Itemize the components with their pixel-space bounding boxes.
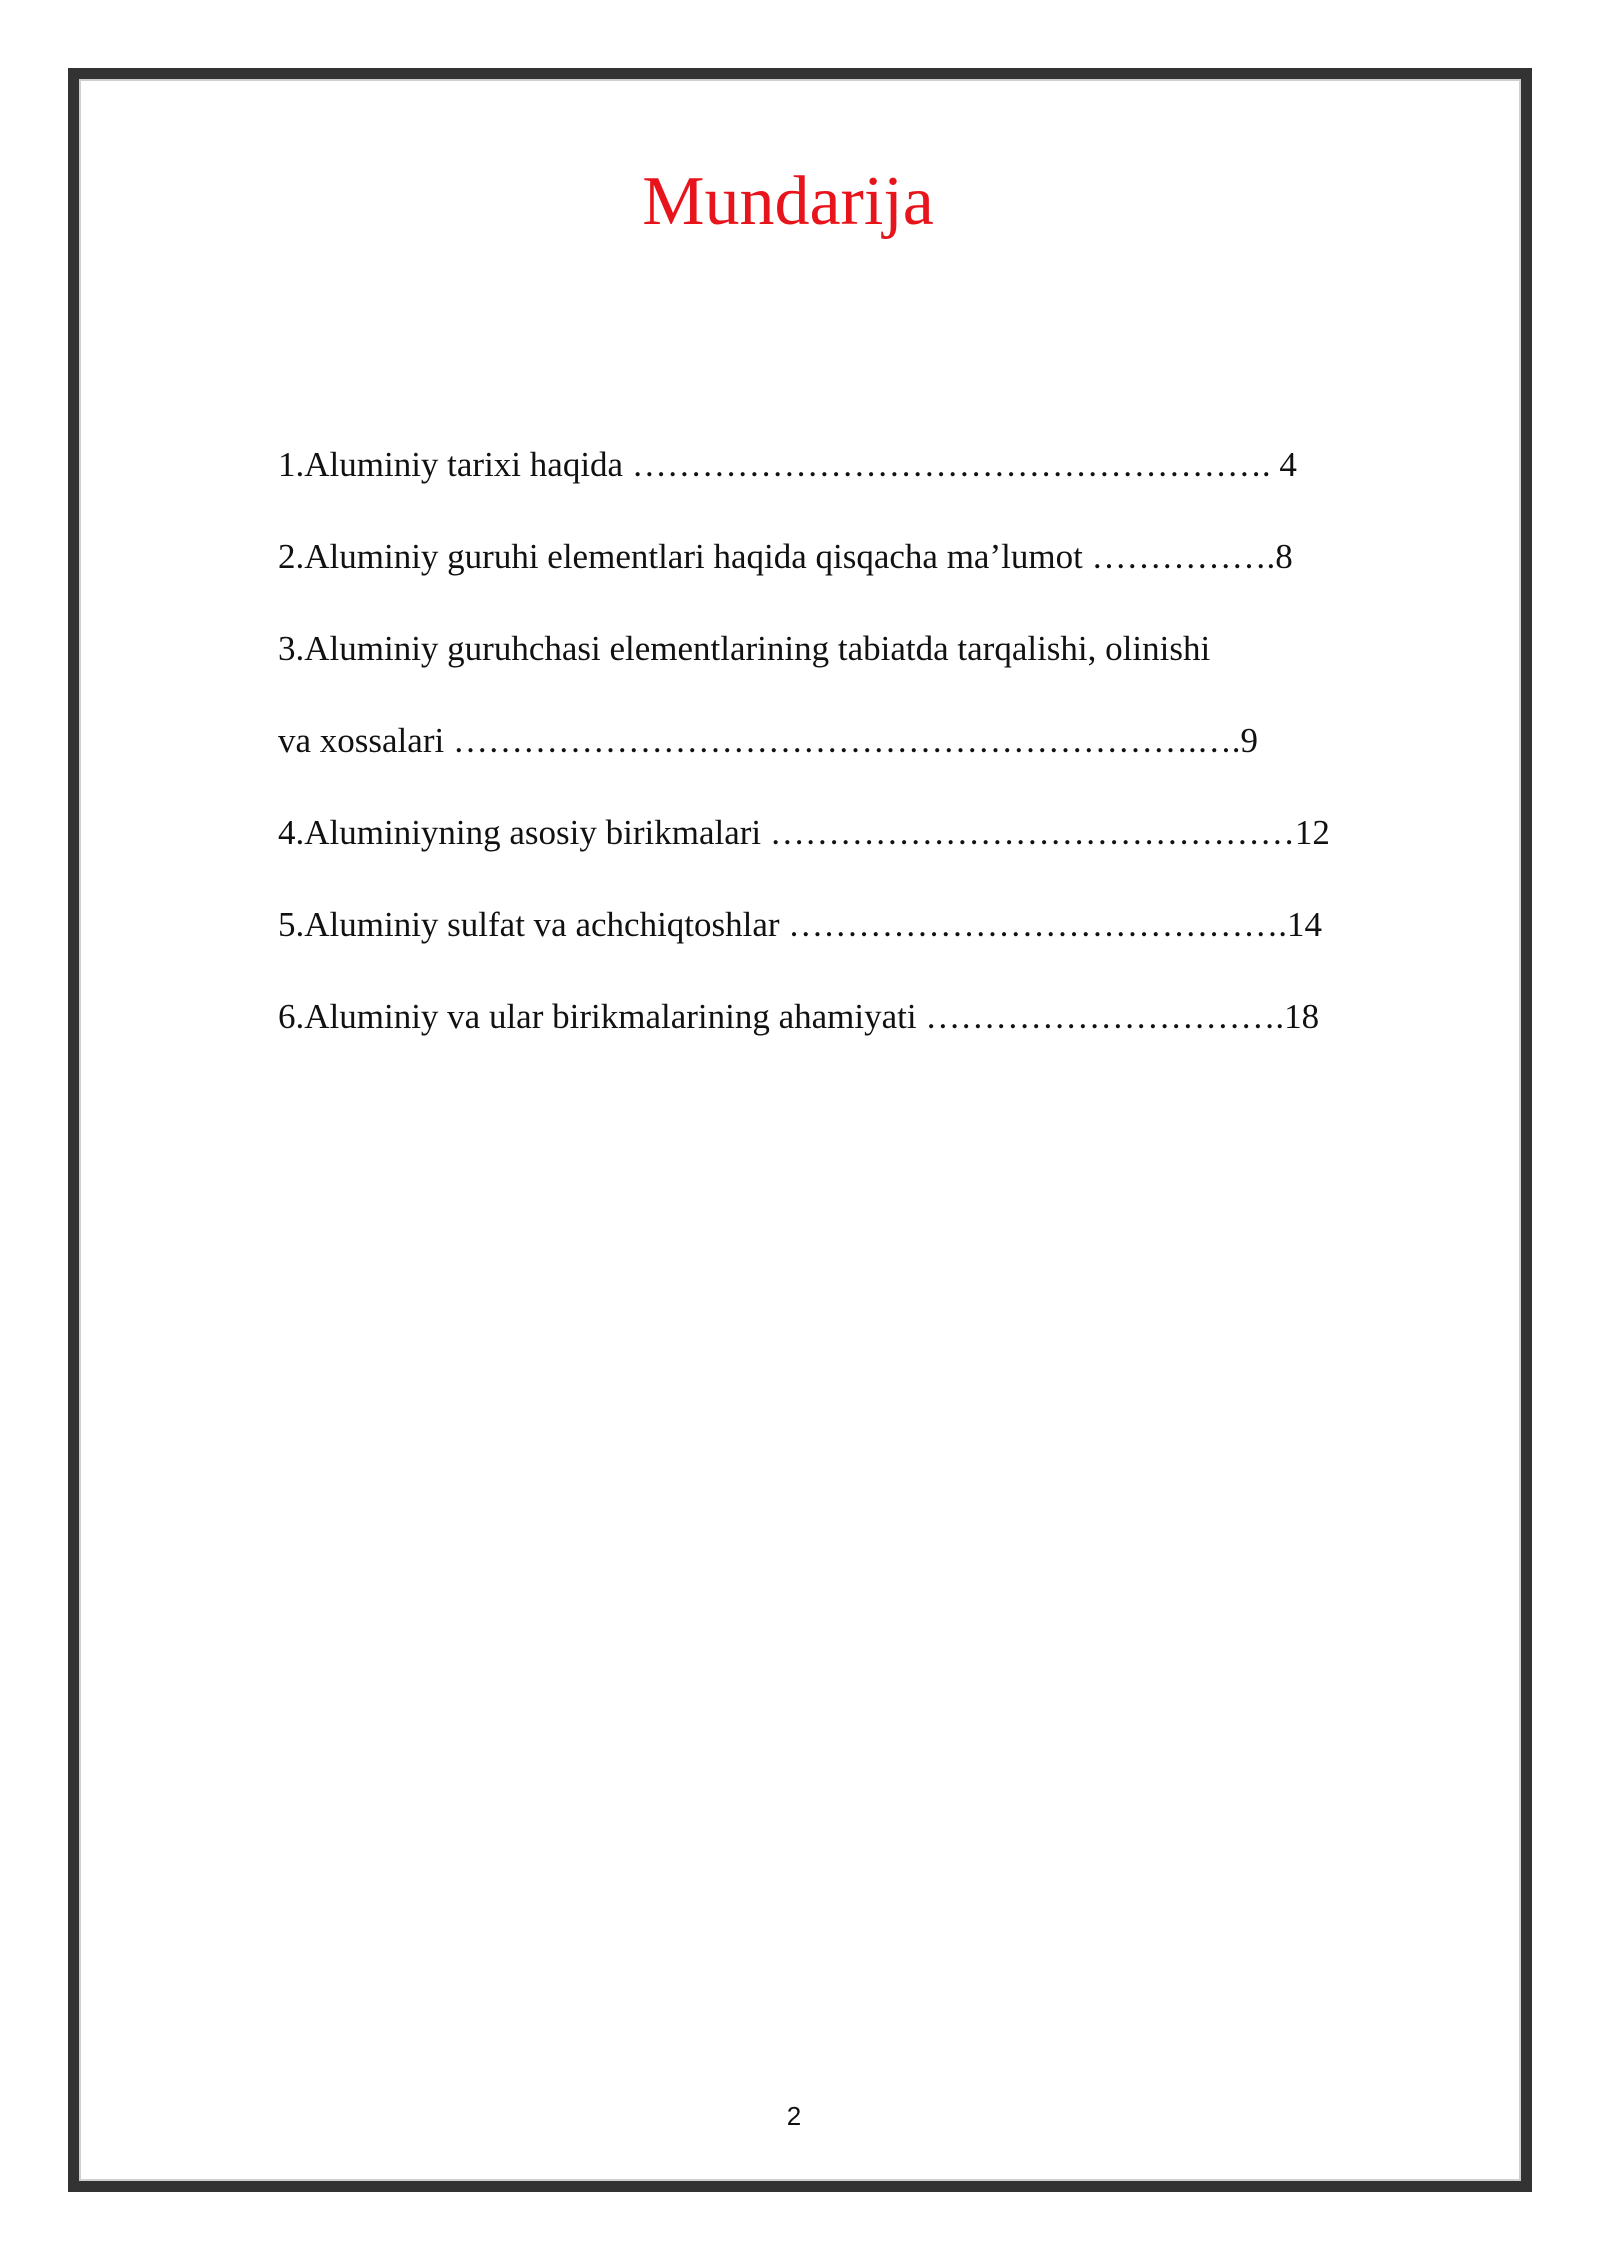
page-title: Mundarija (642, 163, 934, 240)
toc-entry-5: 5.Aluminiy sulfat va achchiqtoshlar …………………………………….14 (278, 905, 1323, 944)
toc-entry-2: 2.Aluminiy guruhi elementlari haqida qisqacha ma’lumot …………….8 (278, 537, 1293, 576)
toc-entry-4: 4.Aluminiyning asosiy birikmalari ………………………………………12 (278, 813, 1330, 852)
page-frame (68, 68, 1532, 2192)
toc-entry-6: 6.Aluminiy va ular birikmalarining ahamiyati ………………………….18 (278, 997, 1320, 1036)
table-of-contents (278, 419, 1478, 1063)
page-number: 2 (786, 2101, 802, 2131)
toc-entry-3-line-2: va xossalari ……………………………………………………….….9 (278, 721, 1258, 760)
toc-entry-1: 1.Aluminiy tarixi haqida ………………………………………………. 4 (278, 445, 1297, 484)
toc-entry-3-line-1: 3.Aluminiy guruhchasi elementlarining tabiatda tarqalishi, olinishi (278, 629, 1211, 668)
